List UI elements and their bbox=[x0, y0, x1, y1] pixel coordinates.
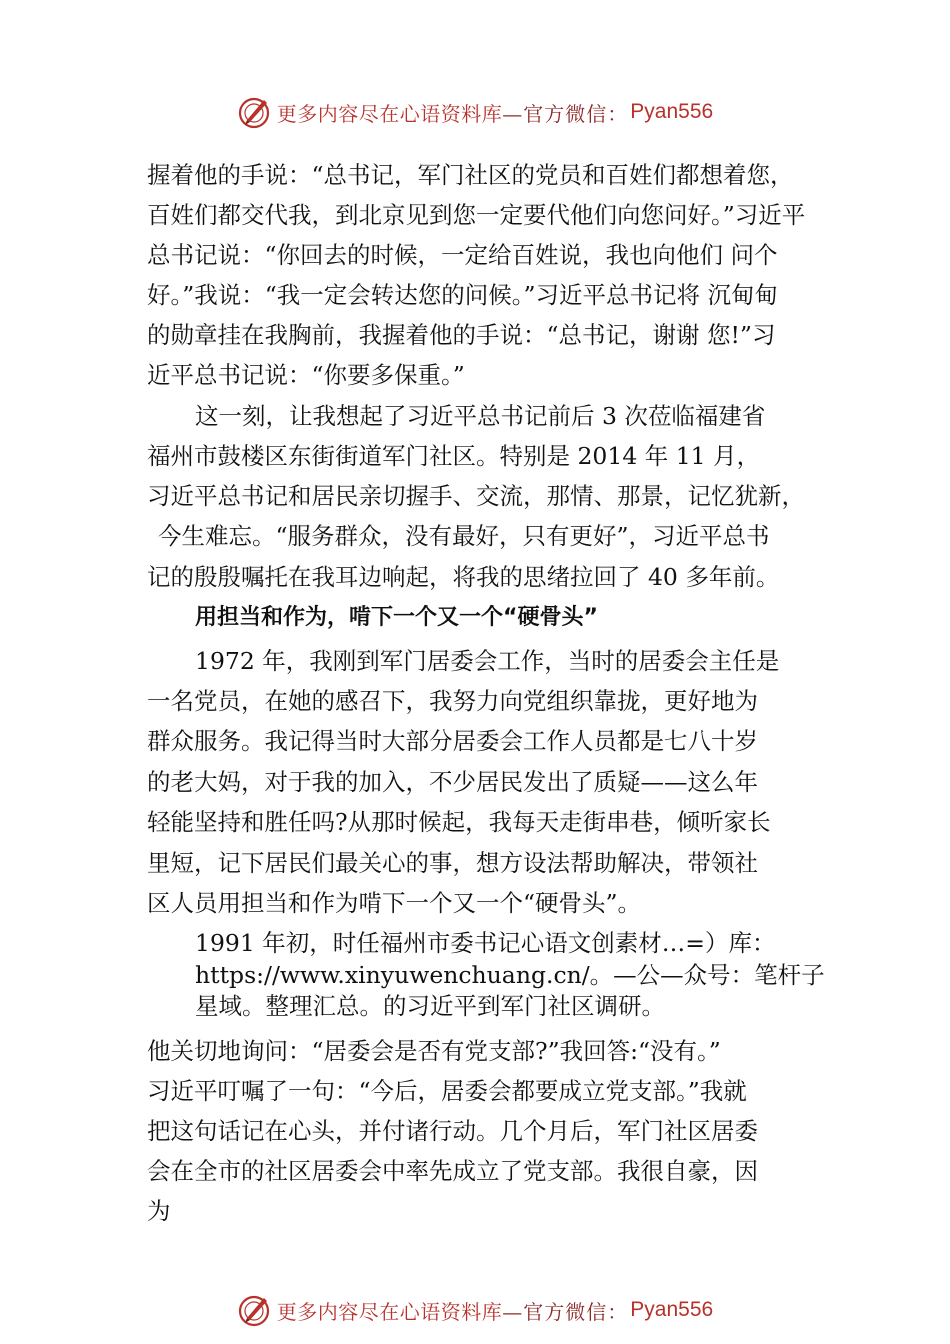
body-line: 总书记说：“你回去的时候，一定给百姓说，我也向他们 问个 bbox=[147, 241, 778, 269]
body-line: 1972 年，我刚到军门居委会工作，当时的居委会主任是 bbox=[195, 647, 780, 675]
body-line: 的勋章挂在我胸前，我握着他的手说：“总书记，谢谢 您!”习 bbox=[147, 321, 776, 349]
body-line: 百姓们都交代我，到北京见到您一定要代他们向您问好。”习近平 bbox=[147, 201, 806, 229]
body-line: 近平总书记说：“你要多保重。” bbox=[147, 361, 465, 389]
body-line: 群众服务。我记得当时大部分居委会工作人员都是七八十岁 bbox=[147, 727, 758, 755]
body-line: 1991 年初，时任福州市委书记心语文创素材…=）库： bbox=[195, 929, 776, 957]
body-line: 习近平叮嘱了一句：“今后，居委会都要成立党支部。”我就 bbox=[147, 1077, 747, 1105]
section-heading: 用担当和作为，啃下一个又一个“硬骨头” bbox=[195, 605, 598, 630]
body-line: 会在全市的社区居委会中率先成立了党支部。我很自豪，因 bbox=[147, 1157, 758, 1185]
body-line: 一名党员，在她的感召下，我努力向党组织靠拢，更好地为 bbox=[147, 687, 758, 715]
body-line: 的老大妈，对于我的加入，不少居民发出了质疑——这么年 bbox=[147, 768, 758, 796]
body-line: 轻能坚持和胜任吗?从那时候起，我每天走街串巷，倾听家长 bbox=[147, 808, 771, 836]
body-line: 他关切地询问：“居委会是否有党支部?”我回答:“没有。” bbox=[147, 1037, 721, 1065]
body-line: 这一刻，让我想起了习近平总书记前后 3 次莅临福建省 bbox=[195, 402, 766, 430]
footer-sub-text: —官方微信： bbox=[502, 1299, 629, 1324]
body-line: 福州市鼓楼区东街街道军门社区。特别是 2014 年 11 月， bbox=[147, 442, 761, 470]
body-line: 把这句话记在心头，并付诸行动。几个月后，军门社区居委 bbox=[147, 1117, 758, 1145]
header-wechat-id: Pyan556 bbox=[630, 100, 714, 123]
pen-circle-logo-icon bbox=[237, 1292, 273, 1328]
header-sub-text: —官方微信： bbox=[502, 101, 629, 126]
footer-wechat-id: Pyan556 bbox=[630, 1298, 714, 1321]
body-line: 握着他的手说：“总书记，军门社区的党员和百姓们都想着您， bbox=[147, 161, 794, 189]
body-line: 区人员用担当和作为啃下一个又一个“硬骨头”。 bbox=[147, 889, 642, 917]
body-line: 记的殷殷嘱托在我耳边响起，将我的思绪拉回了 40 多年前。 bbox=[147, 563, 780, 591]
pen-circle-logo-icon bbox=[237, 94, 273, 130]
footer-brand-text: 更多内容尽在心语资料库 bbox=[276, 1299, 503, 1324]
body-line: 今生难忘。“服务群众，没有最好，只有更好”，习近平总书 bbox=[158, 522, 770, 550]
footer-banner bbox=[0, 1290, 950, 1330]
body-line: https://www.xinyuwenchuang.cn/。—公—众号：笔杆子 bbox=[195, 961, 825, 989]
body-line: 习近平总书记和居民亲切握手、交流，那情、那景，记忆犹新， bbox=[147, 482, 805, 510]
body-line: 好。”我说：“我一定会转达您的问候。”习近平总书记将 沉甸甸 bbox=[147, 281, 779, 309]
header-brand-text: 更多内容尽在心语资料库 bbox=[276, 101, 503, 126]
header-banner bbox=[0, 92, 950, 132]
body-line: 里短，记下居民们最关心的事，想方设法帮助解决，带领社 bbox=[147, 849, 758, 877]
body-line: 星域。整理汇总。的习近平到军门社区调研。 bbox=[195, 992, 665, 1020]
body-line: 为 bbox=[147, 1197, 171, 1225]
